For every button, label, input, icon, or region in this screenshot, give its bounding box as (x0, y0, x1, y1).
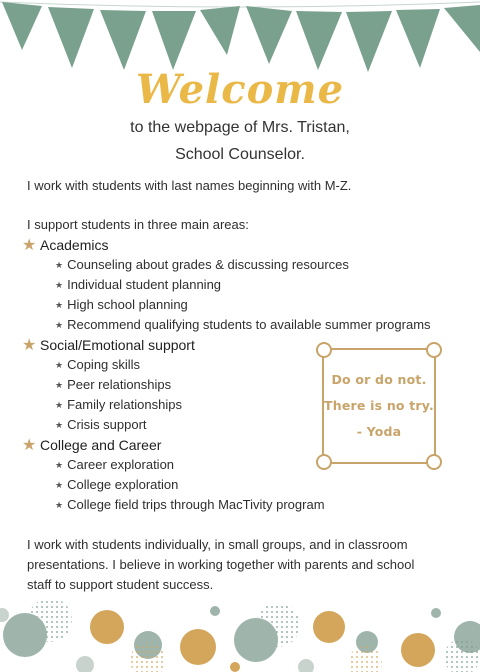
area-title-college-career (22, 435, 161, 455)
list-item-text: Peer relationships (67, 377, 172, 392)
corner-curl-icon (426, 454, 442, 470)
bullet-star-icon: ★ (55, 280, 64, 290)
closing-line: staff to support student success. (27, 577, 214, 592)
bullet-star-icon: ★ (55, 380, 64, 390)
area-title-label: Academics (40, 237, 109, 253)
area-title-label: Social/Emotional support (40, 337, 195, 353)
quote-line-1: Do or do not. (331, 372, 427, 387)
area-title-academics (22, 235, 108, 255)
welcome-heading: Welcome (135, 66, 345, 113)
list-item (55, 497, 325, 512)
corner-curl-icon (316, 342, 332, 358)
list-item-text: Coping skills (67, 357, 141, 372)
bullet-star-icon: ★ (55, 420, 64, 430)
list-item (55, 257, 349, 272)
list-item-text: College field trips through MacTivity program (67, 497, 325, 512)
closing-line: presentations. I believe in working together with parents and school (27, 557, 415, 572)
list-item-text: High school planning (67, 297, 188, 312)
list-item (55, 457, 174, 472)
closing-paragraph (27, 535, 457, 595)
list-item-text: Family relationships (67, 397, 182, 412)
bullet-star-icon: ★ (55, 400, 64, 410)
star-icon: ★ (22, 437, 37, 454)
list-item (55, 477, 178, 492)
list-item-text: Recommend qualifying students to available summer programs (67, 317, 431, 332)
list-item (55, 277, 221, 292)
corner-curl-icon (316, 454, 332, 470)
area-title-label: College and Career (40, 437, 162, 453)
quote-attribution: - Yoda (356, 424, 402, 439)
list-item (55, 377, 171, 392)
closing-line: I work with students individually, in small groups, and in classroom (27, 537, 408, 552)
list-item-text: Career exploration (67, 457, 175, 472)
subtitle-line-1: to the webpage of Mrs. Tristan, (130, 119, 350, 136)
quote-line-2: There is no try. (324, 398, 434, 413)
list-item-text: Crisis support (67, 417, 147, 432)
list-item (55, 297, 188, 312)
area-title-social-emotional (22, 335, 195, 355)
list-item-text: Individual student planning (67, 277, 222, 292)
intro-text: I work with students with last names beginning with M-Z. (27, 178, 352, 193)
bullet-star-icon: ★ (55, 480, 64, 490)
decorative-dots (0, 595, 480, 672)
list-item (55, 317, 431, 332)
areas-intro-text: I support students in three main areas: (27, 217, 249, 232)
list-item (55, 417, 147, 432)
quote-box (322, 348, 436, 464)
star-icon: ★ (22, 337, 37, 354)
list-item-text: Counseling about grades & discussing resources (67, 257, 349, 272)
bullet-star-icon: ★ (55, 460, 64, 470)
bullet-star-icon: ★ (55, 320, 64, 330)
corner-curl-icon (426, 342, 442, 358)
list-item (55, 357, 140, 372)
list-item (55, 397, 182, 412)
bullet-star-icon: ★ (55, 300, 64, 310)
subtitle-line-2: School Counselor. (175, 146, 305, 163)
bullet-star-icon: ★ (55, 500, 64, 510)
list-item-text: College exploration (67, 477, 179, 492)
bullet-star-icon: ★ (55, 360, 64, 370)
bullet-star-icon: ★ (55, 260, 64, 270)
star-icon: ★ (22, 237, 37, 254)
